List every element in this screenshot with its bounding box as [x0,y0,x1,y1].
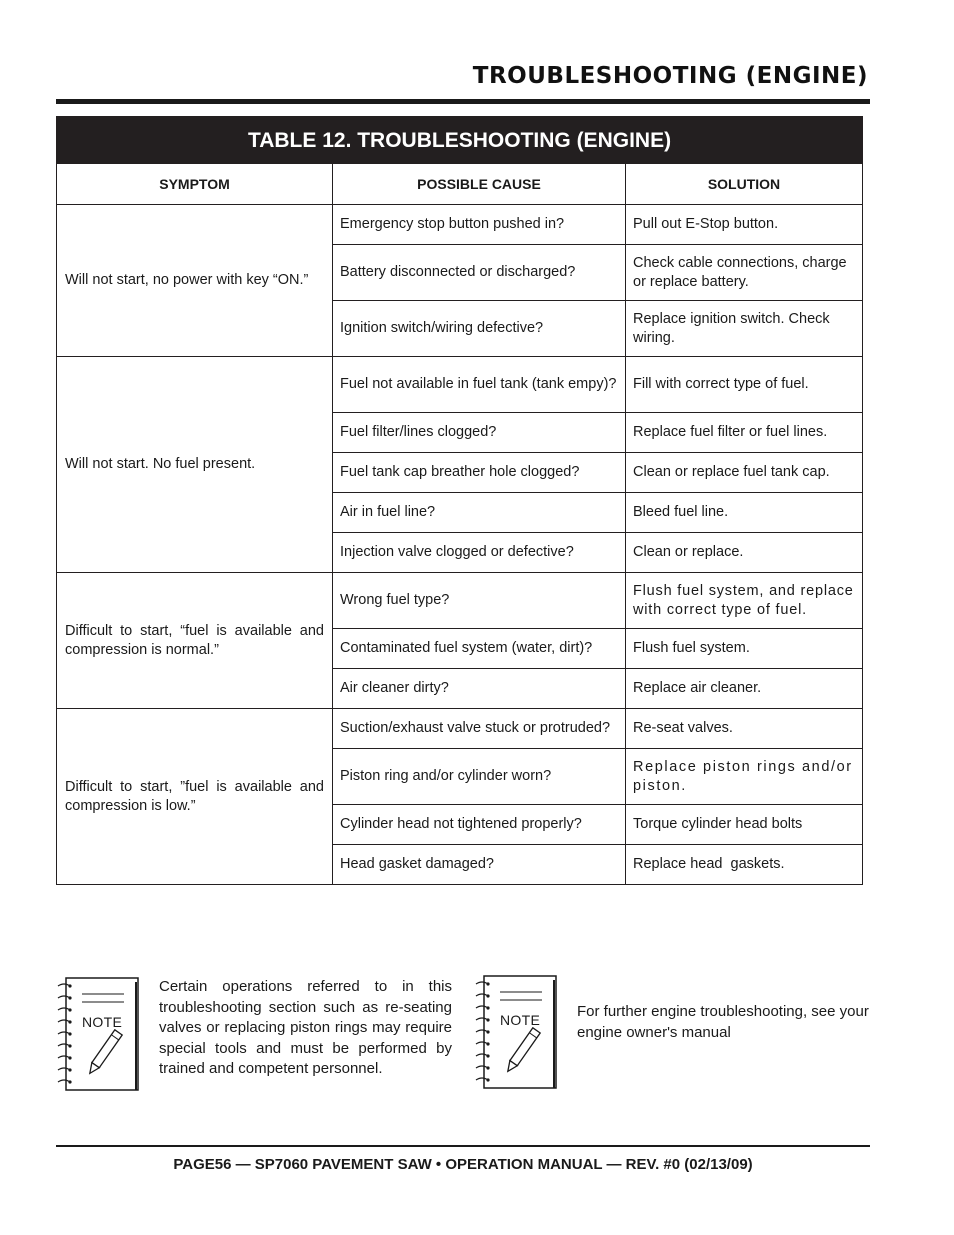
cause-cell: Air cleaner dirty? [333,669,626,709]
troubleshooting-table [56,116,862,885]
symptom-cell: Difficult to start, “fuel is available and compression is normal.” [57,573,333,709]
solution-cell: Torque cylinder head bolts [626,805,863,845]
page-title: TROUBLESHOOTING (ENGINE) [472,63,868,89]
solution-cell: Flush fuel system. [626,629,863,669]
solution-cell: Replace air cleaner. [626,669,863,709]
page-footer: PAGE56 — SP7060 PAVEMENT SAW • OPERATION MANUAL — REV. #0 (02/13/09) [173,1156,753,1173]
cause-cell: Fuel tank cap breather hole clogged? [333,453,626,493]
cause-cell: Injection valve clogged or defective? [333,533,626,573]
cause-cell: Piston ring and/or cylinder worn? [333,749,626,805]
solution-cell: Replace piston rings and/or piston. [626,749,863,805]
table-row [57,357,863,413]
symptom-cell: Difficult to start, ”fuel is available and compression is low.” [57,709,333,885]
note-text: Certain operations referred to in this troubleshooting section such as re-seating valves or replacing piston rings may require special tools and must be performed by trained and competent personnel. [159,978,452,1077]
cause-cell: Air in fuel line? [333,493,626,533]
table-row [57,573,863,629]
solution-cell: Pull out E-Stop button. [626,205,863,245]
cause-cell: Fuel not available in fuel tank (tank empy)? [333,357,626,413]
table-caption: TABLE 12. TROUBLESHOOTING (ENGINE) [57,117,863,164]
cause-cell: Fuel filter/lines clogged? [333,413,626,453]
table-row [57,709,863,749]
table-row [57,205,863,245]
solution-cell: Replace head gaskets. [626,845,863,885]
symptom-cell: Will not start, no power with key “ON.” [57,205,333,357]
column-header-symptom: SYMPTOM [57,164,333,205]
cause-cell: Emergency stop button pushed in? [333,205,626,245]
column-header-solution: SOLUTION [626,164,863,205]
cause-cell: Ignition switch/wiring defective? [333,301,626,357]
note-label: NOTE [500,1012,541,1028]
solution-cell: Bleed fuel line. [626,493,863,533]
solution-cell: Clean or replace fuel tank cap. [626,453,863,493]
solution-cell: Clean or replace. [626,533,863,573]
solution-cell: Replace ignition switch. Check wiring. [626,301,863,357]
cause-cell: Cylinder head not tightened properly? [333,805,626,845]
column-header-cause: POSSIBLE CAUSE [333,164,626,205]
solution-cell: Replace fuel filter or fuel lines. [626,413,863,453]
footer-rule [56,1145,870,1147]
notepad-pencil-icon [474,974,558,1090]
note-text: For further engine troubleshooting, see your engine owner's manual [577,1003,869,1041]
solution-cell: Flush fuel system, and replace with correct type of fuel. [626,573,863,629]
cause-cell: Contaminated fuel system (water, dirt)? [333,629,626,669]
notepad-pencil-icon [56,976,140,1092]
cause-cell: Suction/exhaust valve stuck or protruded? [333,709,626,749]
solution-cell: Re-seat valves. [626,709,863,749]
symptom-cell: Will not start. No fuel present. [57,357,333,573]
cause-cell: Battery disconnected or discharged? [333,245,626,301]
cause-cell: Head gasket damaged? [333,845,626,885]
solution-cell: Fill with correct type of fuel. [626,357,863,413]
cause-cell: Wrong fuel type? [333,573,626,629]
title-rule [56,99,870,104]
note-label: NOTE [82,1014,123,1030]
solution-cell: Check cable connections, charge or replace battery. [626,245,863,301]
